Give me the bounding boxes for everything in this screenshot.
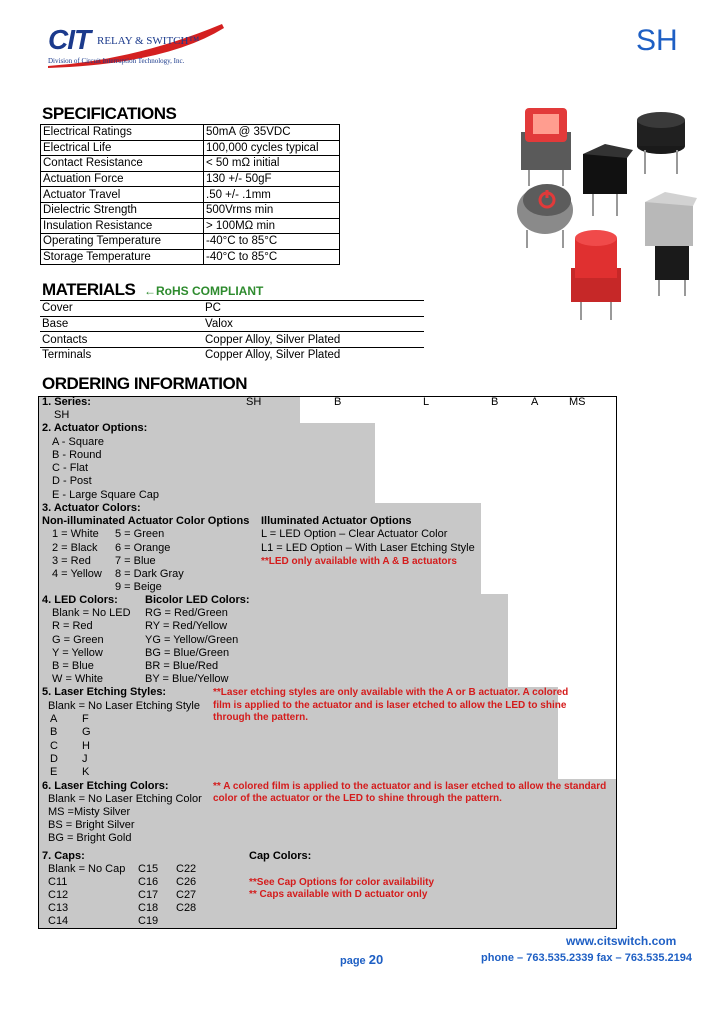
led-color: Blank = No LED — [52, 607, 131, 619]
material-row — [40, 332, 424, 348]
actuator-color: 9 = Beige — [115, 581, 162, 593]
page-label: page — [340, 955, 366, 967]
spec-row-label: Storage Temperature — [41, 249, 204, 265]
cap-option: C17 — [138, 889, 159, 901]
spec-row — [41, 202, 340, 218]
cap-option: C27 — [176, 889, 197, 901]
actuator-option: B - Round — [52, 449, 102, 461]
code-actuator-option: B — [334, 396, 342, 408]
laser-style: C — [50, 740, 58, 752]
material-row-value: Valox — [203, 316, 424, 332]
series-value: SH — [54, 409, 70, 421]
spec-row — [41, 156, 340, 172]
spec-row-label: Actuation Force — [41, 171, 204, 187]
laser-style-note: through the pattern. — [213, 712, 308, 723]
illuminated-option: L1 = LED Option – With Laser Etching Style — [261, 542, 475, 554]
laser-color-note: ** A colored film is applied to the actuator and is laser etched to allow the standard — [213, 781, 607, 792]
spec-row — [41, 125, 340, 141]
spec-row-label: Dielectric Strength — [41, 202, 204, 218]
spec-row — [41, 249, 340, 265]
bicolor-led: RG = Red/Green — [145, 607, 228, 619]
spec-row-value: 500Vrms min — [204, 202, 340, 218]
led-color: W = White — [52, 673, 104, 685]
materials-title: MATERIALS — [42, 280, 136, 299]
cap-note: **See Cap Options for color availability — [249, 877, 435, 888]
led-note: **LED only available with A & B actuators — [261, 556, 457, 567]
series-title: 1. Series: — [42, 396, 91, 408]
spec-row-value: .50 +/- .1mm — [204, 187, 340, 203]
spec-row-label: Operating Temperature — [41, 234, 204, 250]
led-color: B = Blue — [52, 660, 94, 672]
cap-option: C16 — [138, 876, 159, 888]
ordering-title: ORDERING INFORMATION — [42, 374, 248, 393]
actuator-color: 6 = Orange — [115, 542, 171, 554]
spec-row-value: 130 +/- 50gF — [204, 171, 340, 187]
page-number — [340, 952, 383, 967]
laser-color: Blank = No Laser Etching Color — [48, 793, 202, 805]
specifications-title: SPECIFICATIONS — [42, 104, 177, 123]
material-row — [40, 348, 424, 363]
specifications-table — [40, 124, 340, 265]
illuminated-option: L = LED Option – Clear Actuator Color — [261, 528, 448, 540]
cap-option: C13 — [48, 902, 69, 914]
bicolor-title: Bicolor LED Colors: — [145, 594, 250, 606]
laser-style: J — [82, 753, 88, 765]
actuator-color: 4 = Yellow — [52, 568, 102, 580]
bicolor-led: YG = Yellow/Green — [145, 634, 239, 646]
cap-option: C19 — [138, 915, 159, 927]
actuator-option: A - Square — [52, 436, 104, 448]
spec-row-label: Electrical Life — [41, 140, 204, 156]
laser-color: BG = Bright Gold — [48, 832, 132, 844]
bicolor-led: BR = Blue/Red — [145, 660, 219, 672]
spec-row-label: Insulation Resistance — [41, 218, 204, 234]
spec-row-label: Contact Resistance — [41, 156, 204, 172]
material-row-value: Copper Alloy, Silver Plated — [203, 332, 424, 348]
spec-row-label: Electrical Ratings — [41, 125, 204, 141]
cap-note: ** Caps available with D actuator only — [249, 889, 428, 900]
material-row-value: PC — [203, 301, 424, 317]
cap-option: C11 — [48, 876, 68, 888]
actuator-color: 2 = Black — [52, 542, 98, 554]
led-color: Y = Yellow — [52, 647, 103, 659]
bicolor-led: RY = Red/Yellow — [145, 620, 228, 632]
laser-styles-title: 5. Laser Etching Styles: — [42, 686, 167, 698]
bicolor-led: BG = Blue/Green — [145, 647, 230, 659]
laser-style: A — [50, 713, 58, 725]
product-photo — [505, 98, 705, 326]
laser-style-note: **Laser etching styles are only available with the A or B actuator. A colored — [213, 687, 569, 698]
cap-option: Blank = No Cap — [48, 863, 126, 875]
spec-row — [41, 171, 340, 187]
caps-title: 7. Caps: — [42, 850, 85, 862]
laser-style: K — [82, 766, 90, 778]
material-row-label: Contacts — [40, 332, 203, 348]
material-row-label: Base — [40, 316, 203, 332]
spec-row-value: -40°C to 85°C — [204, 234, 340, 250]
laser-style-blank: Blank = No Laser Etching Style — [48, 700, 200, 712]
cap-option: C14 — [48, 915, 69, 927]
spec-row — [41, 140, 340, 156]
laser-color: MS =Misty Silver — [48, 806, 131, 818]
spec-row-value: > 100MΩ min — [204, 218, 340, 234]
actuator-option: C - Flat — [52, 462, 89, 474]
spec-row — [41, 187, 340, 203]
actuator-colors-title: 3. Actuator Colors: — [42, 502, 141, 514]
laser-style-note: film is applied to the actuator and is laser etched to allow the LED to shine — [213, 700, 567, 711]
actuator-color: 8 = Dark Gray — [115, 568, 184, 580]
code-laser-color: MS — [569, 396, 586, 408]
code-led-color: B — [491, 396, 499, 408]
cap-option: C15 — [138, 863, 159, 875]
laser-colors-title: 6. Laser Etching Colors: — [42, 780, 169, 792]
code-actuator-color: L — [423, 396, 430, 408]
spec-row-value: 100,000 cycles typical — [204, 140, 340, 156]
laser-style: F — [82, 713, 89, 725]
actuator-option: D - Post — [52, 475, 92, 487]
website-link[interactable]: www.citswitch.com — [566, 934, 677, 948]
actuator-color: 1 = White — [52, 528, 99, 540]
series-code: SH — [636, 24, 678, 57]
laser-style: E — [50, 766, 58, 778]
cap-option: C28 — [176, 902, 197, 914]
ordering-frame — [38, 396, 617, 929]
actuator-color: 3 = Red — [52, 555, 91, 567]
rohs-compliant: ←RoHS COMPLIANT — [144, 284, 264, 298]
logo-relay-switch: RELAY & SWITCH™ — [97, 35, 200, 47]
spec-row-value: -40°C to 85°C — [204, 249, 340, 265]
contact-phone-fax: phone – 763.535.2339 fax – 763.535.2194 — [481, 952, 692, 964]
material-row — [40, 316, 424, 332]
material-row-value: Copper Alloy, Silver Plated — [203, 348, 424, 363]
illuminated-title: Illuminated Actuator Options — [261, 515, 412, 527]
spec-row — [41, 234, 340, 250]
spec-row — [41, 218, 340, 234]
laser-style: G — [82, 726, 91, 738]
cap-option: C22 — [176, 863, 197, 875]
bicolor-led: BY = Blue/Yellow — [145, 673, 229, 685]
laser-color: BS = Bright Silver — [48, 819, 135, 831]
actuator-color: 5 = Green — [115, 528, 165, 540]
materials-table — [40, 300, 424, 363]
material-row-label: Terminals — [40, 348, 203, 363]
logo-cit: CIT — [48, 24, 91, 55]
laser-style: H — [82, 740, 90, 752]
led-color: G = Green — [52, 634, 104, 646]
material-row — [40, 301, 424, 317]
led-colors-title: 4. LED Colors: — [42, 594, 118, 606]
spec-row-label: Actuator Travel — [41, 187, 204, 203]
laser-color-note: color of the actuator or the LED to shine through the pattern. — [213, 793, 502, 804]
led-color: R = Red — [52, 620, 93, 632]
code-series: SH — [246, 396, 262, 408]
material-row-label: Cover — [40, 301, 203, 317]
cap-option: C18 — [138, 902, 159, 914]
page-number-value: 20 — [368, 952, 384, 967]
cap-option: C12 — [48, 889, 69, 901]
cap-colors-title: Cap Colors: — [249, 850, 312, 862]
code-laser-style: A — [531, 396, 539, 408]
actuator-color: 7 = Blue — [115, 555, 156, 567]
spec-row-value: < 50 mΩ initial — [204, 156, 340, 172]
cap-option: C26 — [176, 876, 197, 888]
actuator-options-title: 2. Actuator Options: — [42, 422, 148, 434]
laser-style: D — [50, 753, 58, 765]
spec-row-value: 50mA @ 35VDC — [204, 125, 340, 141]
logo-division: Division of Circuit Interruption Technology, Inc. — [48, 57, 185, 65]
non-illuminated-title: Non-illuminated Actuator Color Options — [42, 515, 250, 527]
laser-style: B — [50, 726, 58, 738]
actuator-option: E - Large Square Cap — [52, 489, 160, 501]
